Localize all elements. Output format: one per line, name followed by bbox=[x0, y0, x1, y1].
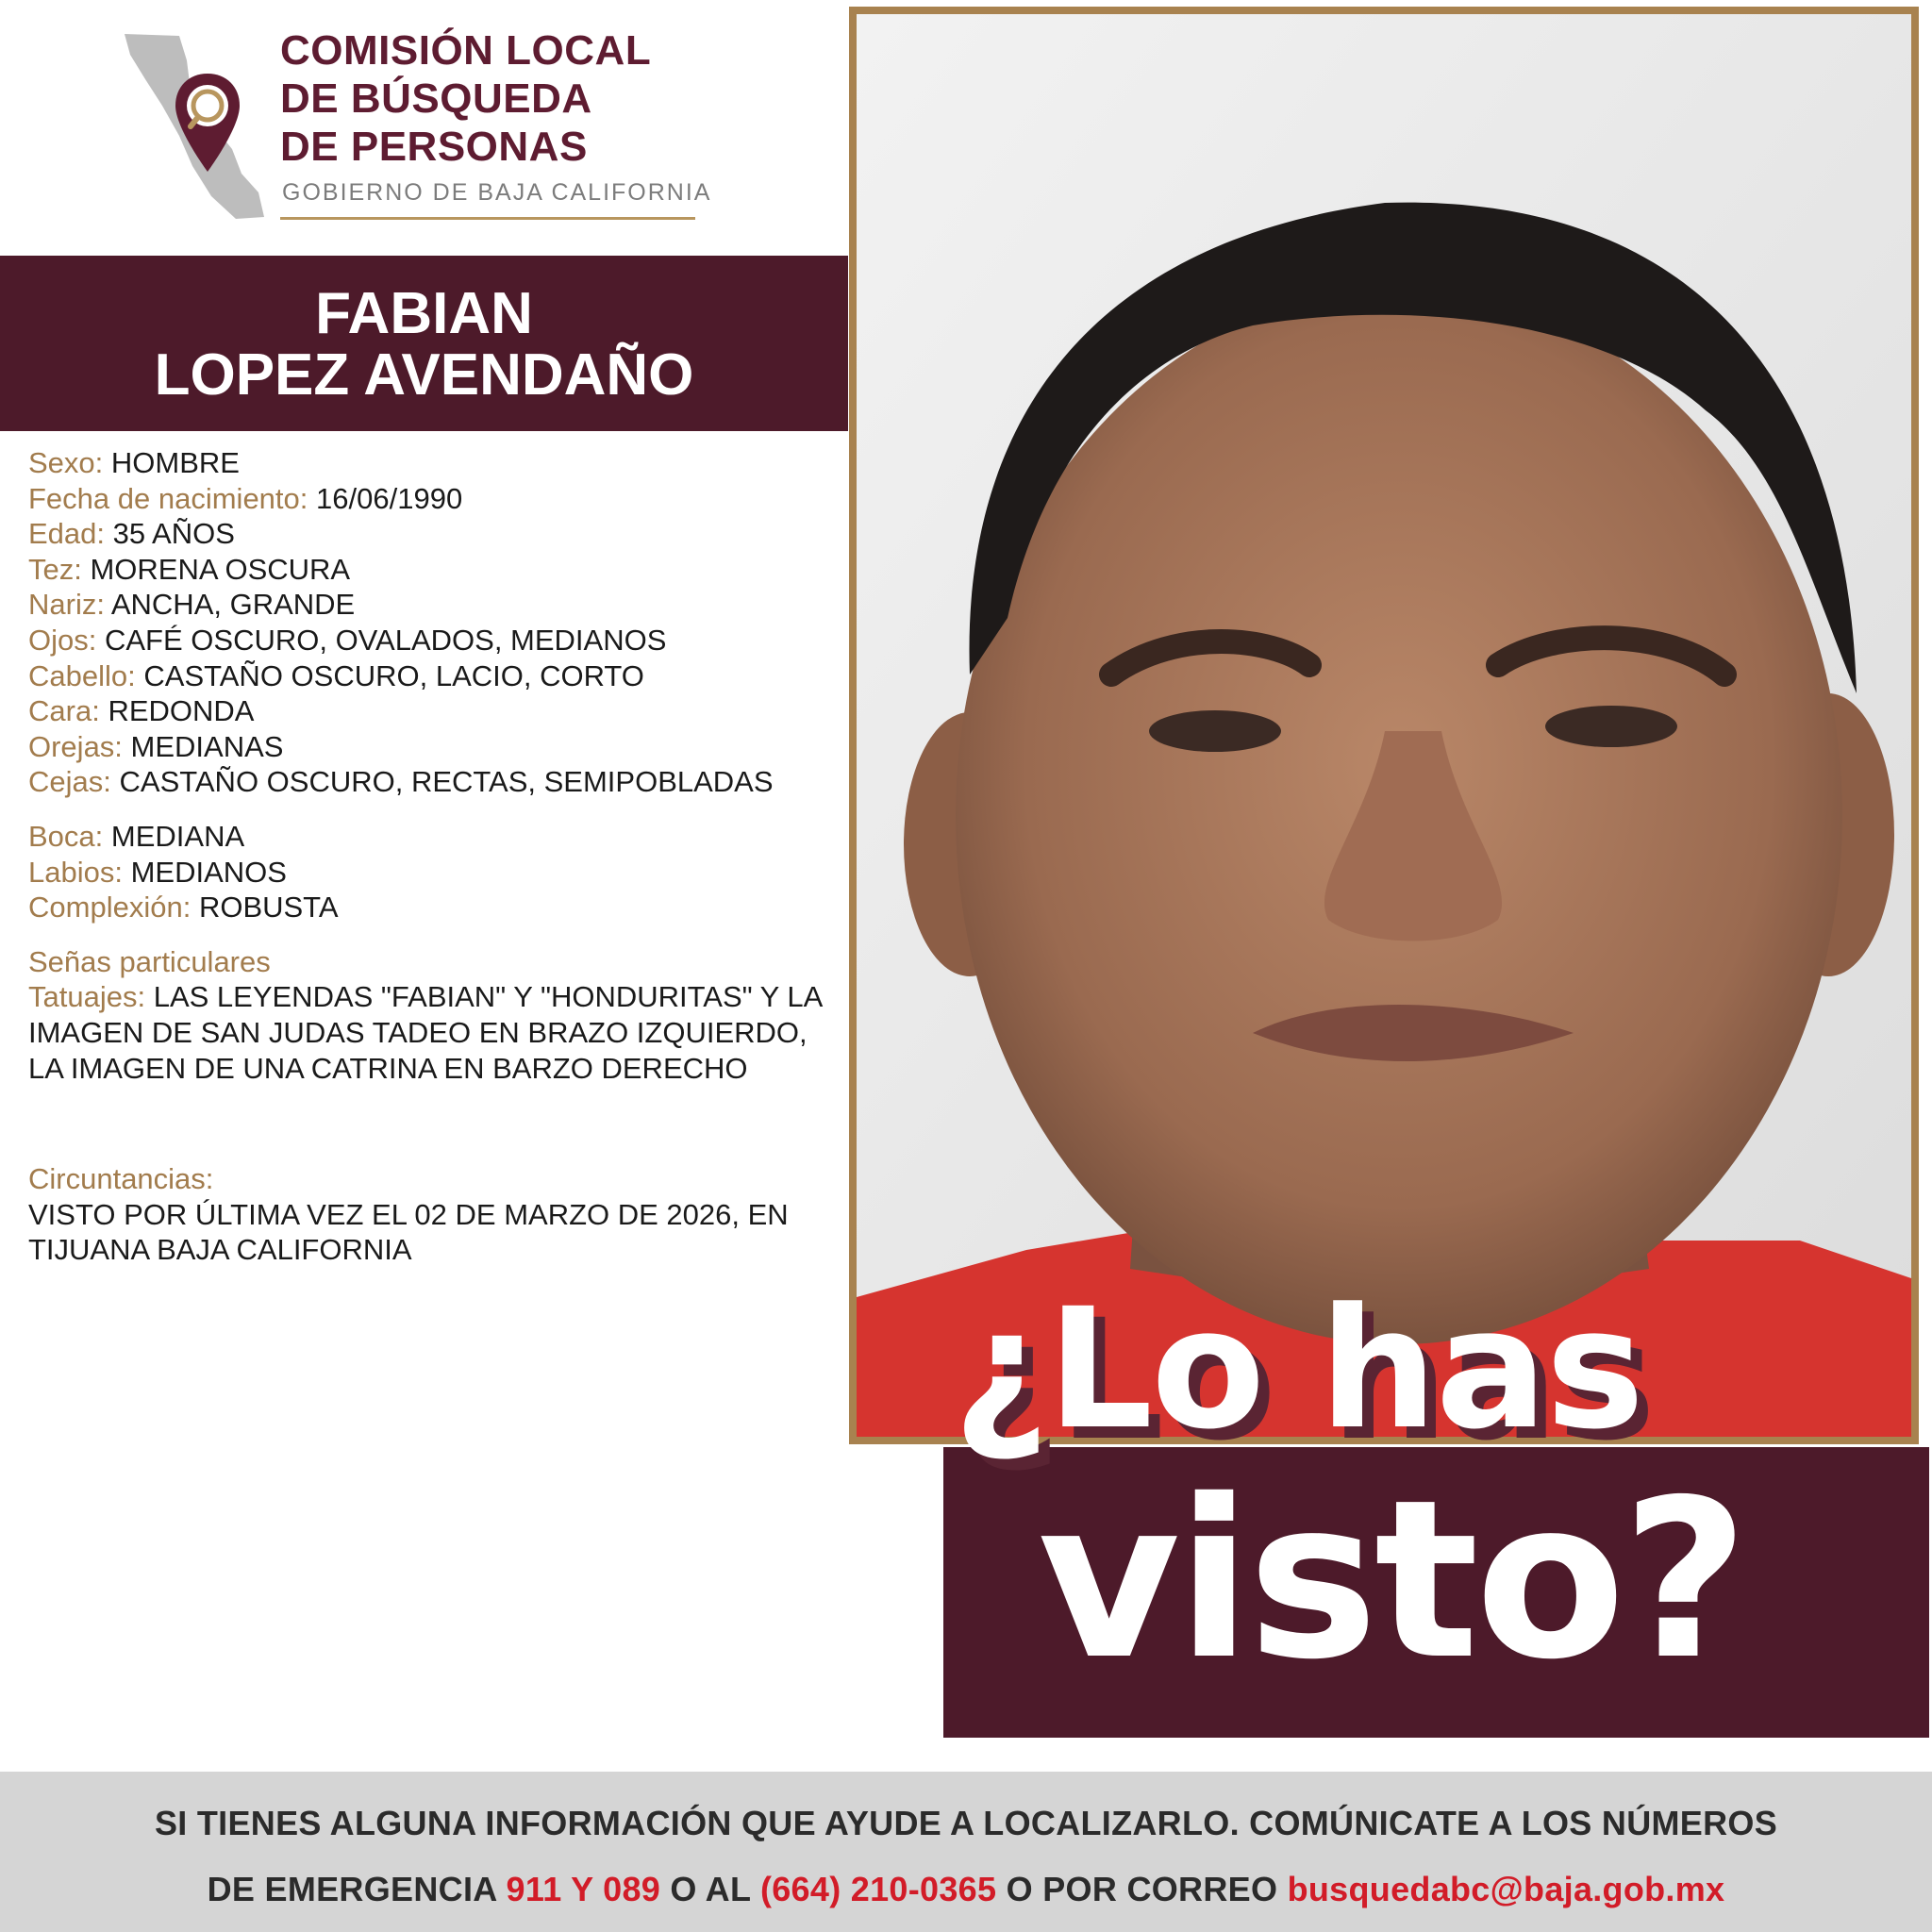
circumstances-text: VISTO POR ÚLTIMA VEZ EL 02 DE MARZO DE 2026, EN TIJUANA BAJA CALIFORNIA bbox=[28, 1197, 789, 1267]
detail-label: Orejas: bbox=[28, 729, 123, 763]
detail-value: MEDIANAS bbox=[130, 729, 284, 763]
detail-row bbox=[28, 693, 849, 729]
detail-row bbox=[28, 729, 849, 765]
detail-value: 35 AÑOS bbox=[112, 517, 235, 551]
tattoos-value: LAS LEYENDAS "FABIAN" Y "HONDURITAS" Y LA IMAGEN DE SAN JUDAS TADEO EN BRAZO IZQUIERDO, LA IMAGEN DE UNA CATRINA EN BARZO DERECHO bbox=[28, 980, 822, 1085]
detail-value: 16/06/1990 bbox=[316, 481, 463, 515]
portrait-image bbox=[857, 14, 1911, 1437]
detail-row bbox=[28, 445, 849, 481]
detail-row bbox=[28, 516, 849, 552]
contact-phone: (664) 210-0365 bbox=[759, 1870, 997, 1908]
detail-label: Tez: bbox=[28, 552, 82, 586]
tattoos-text bbox=[28, 979, 849, 1086]
org-subtitle: GOBIERNO DE BAJA CALIFORNIA bbox=[282, 179, 712, 206]
person-first-name: FABIAN bbox=[315, 281, 533, 346]
detail-label: Cabello: bbox=[28, 658, 136, 692]
detail-value: CASTAÑO OSCURO, LACIO, CORTO bbox=[143, 658, 644, 692]
detail-value: MEDIANA bbox=[110, 819, 245, 853]
name-banner bbox=[0, 256, 848, 431]
detail-value: MEDIANOS bbox=[130, 855, 287, 889]
org-title-line2: DE BÚSQUEDA bbox=[280, 75, 592, 122]
detail-row bbox=[28, 855, 849, 891]
detail-label: Labios: bbox=[28, 855, 123, 889]
detail-value: ANCHA, GRANDE bbox=[110, 588, 356, 622]
detail-label: Boca: bbox=[28, 819, 104, 853]
person-details bbox=[28, 445, 849, 1268]
detail-value: ROBUSTA bbox=[198, 891, 339, 924]
emergency-numbers: 911 Y 089 bbox=[506, 1870, 661, 1908]
distinguishing-marks-heading: Señas particulares bbox=[28, 944, 271, 978]
detail-value: CASTAÑO OSCURO, RECTAS, SEMIPOBLADAS bbox=[119, 765, 774, 799]
detail-value: REDONDA bbox=[108, 694, 255, 728]
footer-emergency-label: DE EMERGENCIA bbox=[207, 1870, 497, 1908]
org-title bbox=[280, 26, 651, 171]
tattoos-label: Tatuajes: bbox=[28, 980, 146, 1014]
detail-label: Fecha de nacimiento: bbox=[28, 481, 308, 515]
detail-label: Sexo: bbox=[28, 446, 104, 479]
detail-label: Complexión: bbox=[28, 891, 192, 924]
org-title-line3: DE PERSONAS bbox=[280, 124, 588, 170]
detail-label: Nariz: bbox=[28, 588, 105, 622]
detail-row bbox=[28, 623, 849, 658]
detail-row bbox=[28, 481, 849, 517]
detail-row bbox=[28, 764, 849, 800]
baja-california-map-logo bbox=[121, 32, 272, 221]
detail-value: MORENA OSCURA bbox=[90, 552, 351, 586]
person-last-name: LOPEZ AVENDAÑO bbox=[154, 342, 694, 408]
footer-or-label: O AL bbox=[670, 1870, 751, 1908]
detail-value: CAFÉ OSCURO, OVALADOS, MEDIANOS bbox=[104, 623, 667, 657]
org-divider bbox=[280, 217, 695, 220]
missing-person-photo bbox=[849, 7, 1919, 1444]
detail-label: Cejas: bbox=[28, 765, 111, 799]
detail-row bbox=[28, 890, 849, 925]
detail-value: HOMBRE bbox=[110, 446, 240, 479]
detail-row bbox=[28, 587, 849, 623]
circumstances-heading: Circuntancias: bbox=[28, 1162, 214, 1196]
footer-line2 bbox=[0, 1870, 1932, 1909]
org-title-line1: COMISIÓN LOCAL bbox=[280, 27, 652, 74]
detail-row bbox=[28, 819, 849, 855]
contact-email: busquedabc@baja.gob.mx bbox=[1287, 1870, 1725, 1908]
question-line1: ¿Lo has bbox=[953, 1273, 1643, 1466]
detail-row bbox=[28, 658, 849, 694]
footer-email-label: O POR CORREO bbox=[1006, 1870, 1278, 1908]
footer-line1: SI TIENES ALGUNA INFORMACIÓN QUE AYUDE A LOCALIZARLO. COMÚNICATE A LOS NÚMEROS bbox=[154, 1804, 1778, 1842]
detail-row bbox=[28, 552, 849, 588]
question-line2: visto? bbox=[1038, 1453, 1745, 1707]
detail-label: Cara: bbox=[28, 694, 100, 728]
detail-label: Edad: bbox=[28, 517, 106, 551]
detail-label: Ojos: bbox=[28, 623, 97, 657]
